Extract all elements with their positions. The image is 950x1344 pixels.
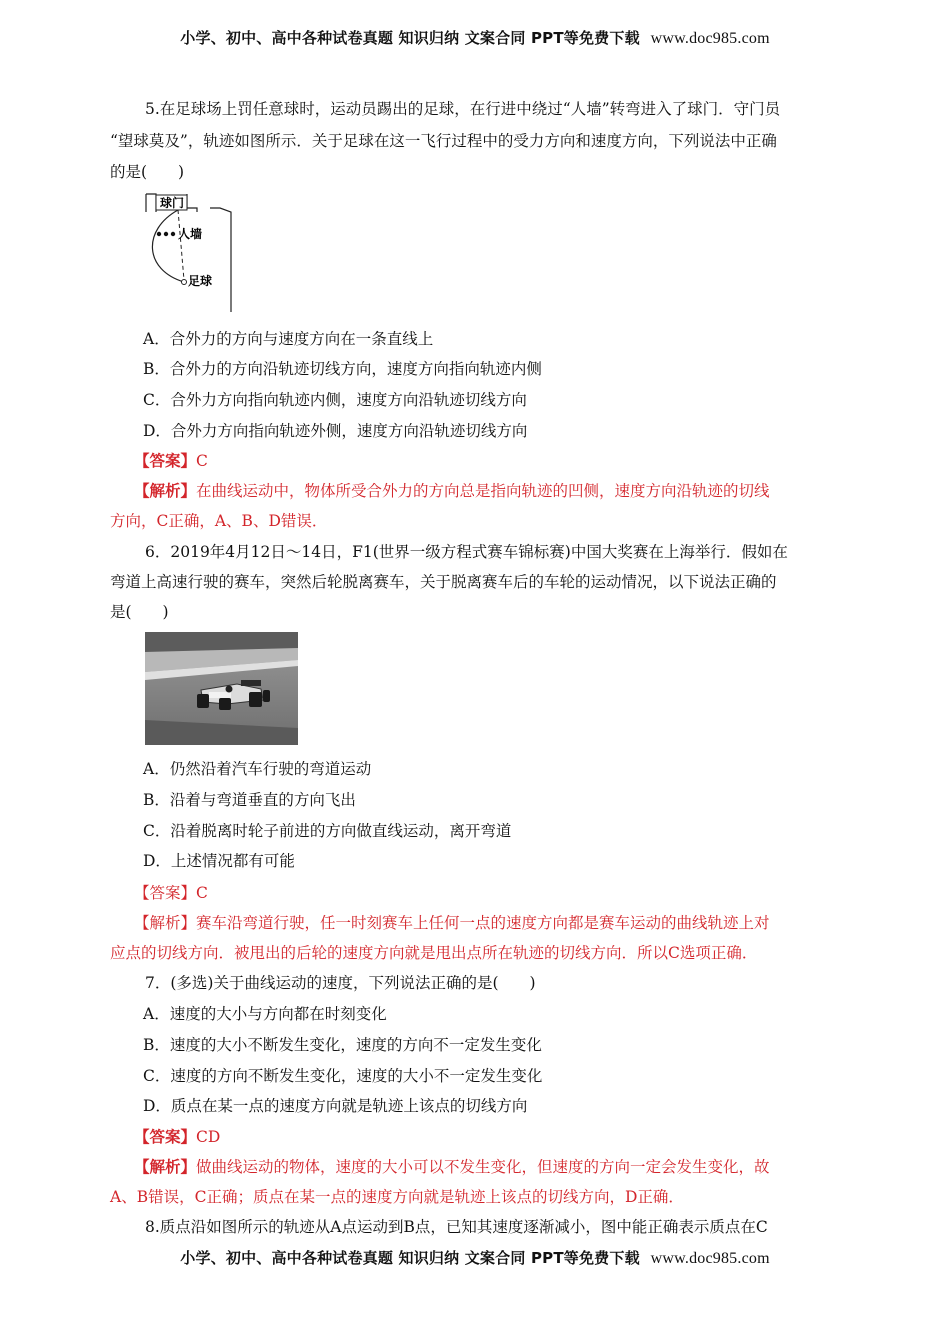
page-header [0,27,950,48]
q5-stem-line-3: 的是( ) [110,163,185,181]
ball-label: 足球 [188,274,213,288]
q6-option-d: D．上述情况都有可能 [143,852,295,870]
q7-answer-tag: 【答案】 [134,1127,197,1146]
header-site: www.doc985.com [650,30,770,47]
q6-answer-tag: 【答案】 [134,884,197,902]
q5-answer-tag: 【答案】 [134,451,197,470]
q6-analysis-tag: 【解析】 [134,914,197,932]
q6-analysis-line-2: 应点的切线方向．被甩出的后轮的速度方向就是甩出点所在轨迹的切线方向．所以C选项正确． [110,944,758,962]
goal-label: 球门 [160,196,185,210]
footer-site: www.doc985.com [650,1250,770,1267]
q6-analysis-line-1 [134,913,869,933]
q6-option-c: C．沿着脱离时轮子前进的方向做直线运动，离开弯道 [143,822,512,840]
q6-stem-line-2: 弯道上高速行驶的赛车，突然后轮脱离赛车，关于脱离赛车后的车轮的运动情况，以下说法正确的 [110,573,777,591]
q6-option-a: A．仍然沿着汽车行驶的弯道运动 [143,760,372,778]
q5-option-a: A．合外力的方向与速度方向在一条直线上 [143,330,434,348]
q6-stem-line-1: 6．2019年4月12日～14日，F1(世界一级方程式赛车锦标赛)中国大奖赛在上海举行．假如在 [145,543,788,561]
q7-option-d: D．质点在某一点的速度方向就是轨迹上该点的切线方向 [143,1097,528,1115]
q7-option-b: B．速度的大小不断发生变化，速度的方向不一定发生变化 [143,1036,542,1054]
q6-option-b: B．沿着与弯道垂直的方向飞出 [143,791,356,809]
q5-option-c: C．合外力方向指向轨迹内侧，速度方向沿轨迹切线方向 [143,391,527,409]
footer-text: 小学、初中、高中各种试卷真题 知识归纳 文案合同 PPT等免费下载 [180,1249,640,1267]
q5-analysis-line-2: 方向，C正确，A、B、D错误． [110,512,328,530]
q6-stem-line-3: 是( ) [110,603,169,621]
q5-option-b: B．合外力的方向沿轨迹切线方向，速度方向指向轨迹内侧 [143,360,542,378]
q7-analysis-line-1 [134,1157,869,1177]
q7-stem-line-1: 7．(多选)关于曲线运动的速度，下列说法正确的是( ) [145,974,536,992]
q5-analysis-line-1 [134,481,869,501]
wall-label: 人墙 [178,227,203,241]
q5-stem-line-2: “望球莫及”，轨迹如图所示．关于足球在这一飞行过程中的受力方向和速度方向，下列说法中正确 [110,132,777,150]
q5-option-d: D．合外力方向指向轨迹外侧，速度方向沿轨迹切线方向 [143,422,528,440]
q5-answer-value: C [196,452,208,470]
q5-analysis-text-1: 在曲线运动中，物体所受合外力的方向总是指向轨迹的凹侧，速度方向沿轨迹的切线 [196,482,770,500]
q5-soccer-figure [140,190,240,315]
q7-analysis-tag: 【解析】 [134,1157,197,1176]
q6-race-car-photo [145,632,298,745]
q5-stem-line-1: 5.在足球场上罚任意球时，运动员踢出的足球，在行进中绕过“人墙”转弯进入了球门．守门员 [145,100,781,118]
q5-answer [134,451,869,471]
q7-answer [134,1127,869,1147]
q6-answer-value: C [196,884,208,902]
q6-analysis-text-1: 赛车沿弯道行驶，任一时刻赛车上任何一点的速度方向都是赛车运动的曲线轨迹上对 [196,914,770,932]
q7-analysis-text-1: 做曲线运动的物体，速度的大小可以不发生变化，但速度的方向一定会发生变化，故 [196,1158,770,1176]
q7-answer-value: CD [196,1128,221,1146]
q7-option-a: A．速度的大小与方向都在时刻变化 [143,1005,387,1023]
q6-answer [134,883,869,903]
q7-option-c: C．速度的方向不断发生变化，速度的大小不一定发生变化 [143,1067,543,1085]
q7-analysis-line-2: A、B错误，C正确；质点在某一点的速度方向就是轨迹上该点的切线方向，D正确． [110,1188,684,1206]
q8-stem-line-1: 8.质点沿如图所示的轨迹从A点运动到B点，已知其速度逐渐减小，图中能正确表示质点在C [145,1218,768,1236]
q5-analysis-tag: 【解析】 [134,481,197,500]
header-text: 小学、初中、高中各种试卷真题 知识归纳 文案合同 PPT等免费下载 [180,29,640,47]
page-footer [0,1247,950,1268]
